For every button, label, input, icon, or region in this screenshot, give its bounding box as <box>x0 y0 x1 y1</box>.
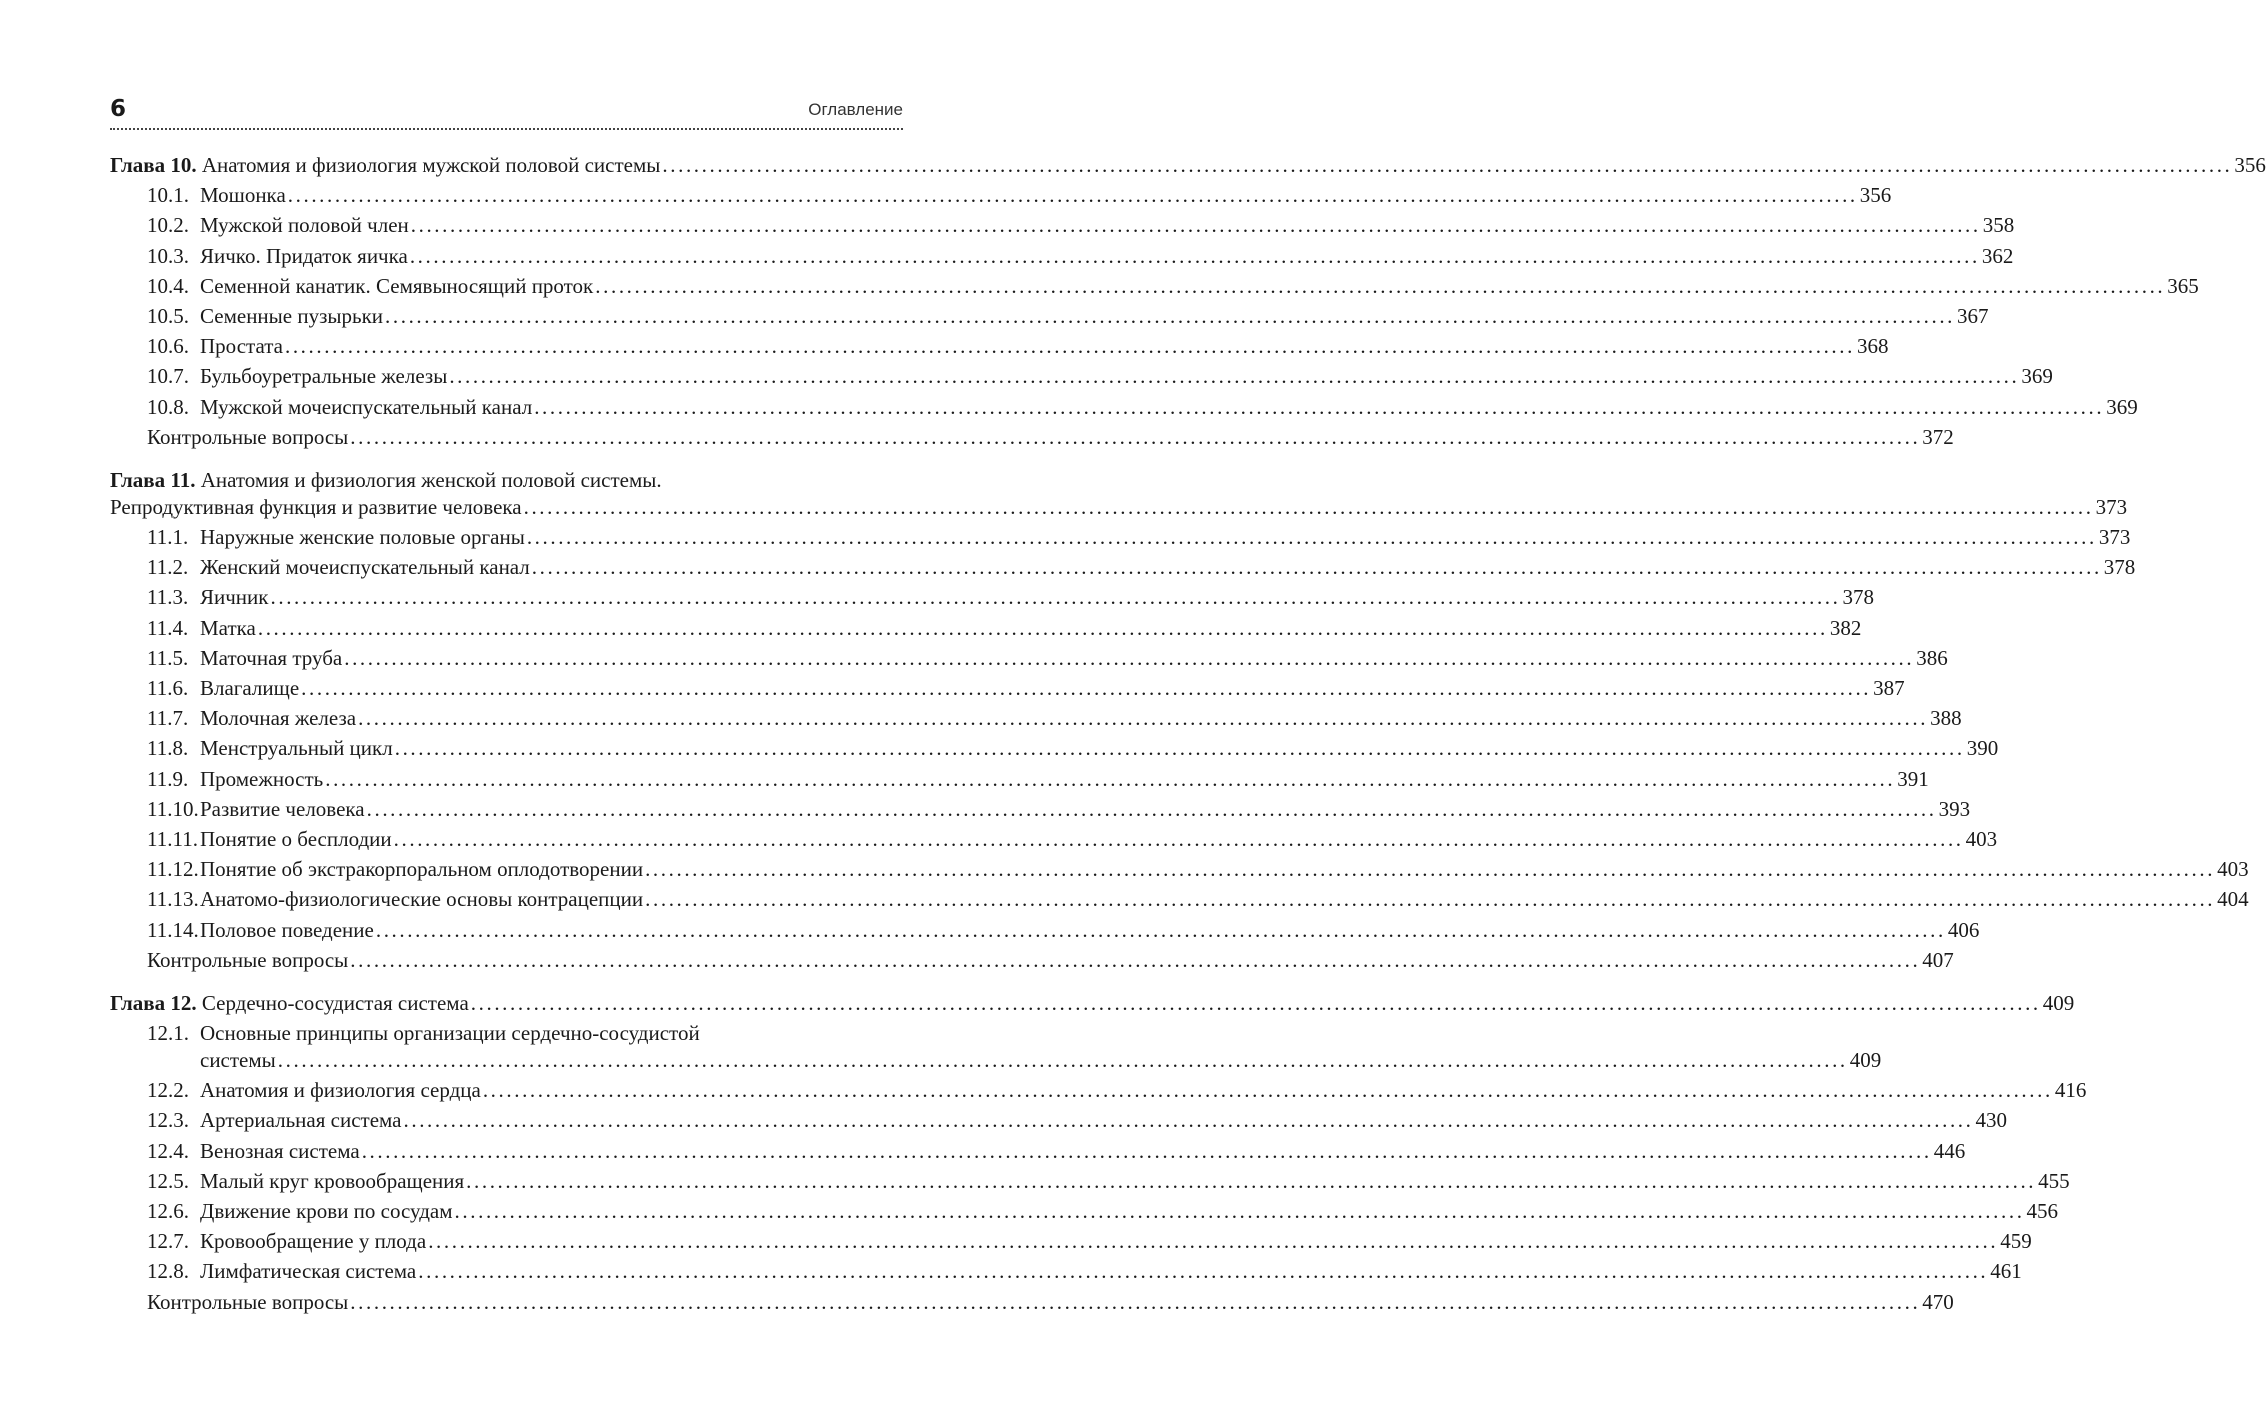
toc-entry[interactable] <box>110 945 1954 975</box>
section-number: 11.1. <box>147 525 189 550</box>
section-number: 12.8. <box>147 1259 189 1284</box>
leader-dots: ........................................................................................................................................................................................................ <box>526 525 2097 550</box>
leader-dots: ........................................................................................................................................................................................................ <box>270 585 1841 610</box>
chapter-title: Анатомия и физиология женской половой системы. <box>200 467 662 492</box>
header-divider <box>110 128 903 130</box>
leader-dots: ........................................................................................................................................................................................................ <box>454 1199 2025 1223</box>
section-title: Анатомо-физиологические основы контрацепции <box>200 887 644 912</box>
section-title: Контрольные вопросы <box>147 1289 349 1314</box>
section-number: 10.6. <box>147 334 189 359</box>
toc-entry[interactable] <box>110 673 1905 703</box>
toc-entry[interactable] <box>110 1196 2059 1226</box>
section-number: 12.6. <box>147 1199 189 1223</box>
page-ref: 358 <box>1982 213 2015 238</box>
section-title: Мужской половой член <box>200 213 409 238</box>
section-title: Понятие об экстракорпоральном оплодотворении <box>200 857 644 882</box>
chapter-label: Глава 12. <box>110 990 197 1015</box>
page-ref: 388 <box>1930 706 1962 731</box>
section-number: 12.2. <box>147 1078 189 1103</box>
page-ref: 407 <box>1922 947 1954 972</box>
table-of-contents <box>110 150 2266 1330</box>
page-ref: 456 <box>2026 1199 2059 1223</box>
toc-entry[interactable] <box>110 1256 2022 1286</box>
page-ref: 403 <box>1965 826 1998 851</box>
section-title: Менструальный цикл <box>200 736 393 761</box>
page-ref: 406 <box>1947 917 1980 942</box>
page-ref: 373 <box>2098 525 2131 550</box>
page-ref: 378 <box>1842 585 1874 610</box>
section-title: Наружные женские половые органы <box>200 525 525 550</box>
section-number: 10.1. <box>147 183 189 208</box>
leader-dots: ........................................................................................................................................................................................................ <box>449 364 2020 389</box>
section-number: 11.12. <box>147 857 199 882</box>
leader-dots: ........................................................................................................................................................................................................ <box>344 645 1915 670</box>
page-ref: 404 <box>2217 887 2249 912</box>
leader-dots: ........................................................................................................................................................................................................ <box>394 736 1965 761</box>
page-ref: 403 <box>2217 857 2249 882</box>
page-ref: 372 <box>1922 424 1954 449</box>
leader-dots: ........................................................................................................................................................................................................ <box>410 213 1981 238</box>
section-title: Движение крови по сосудам <box>200 1199 453 1223</box>
page-ref: 368 <box>1856 334 1889 359</box>
page-ref: 430 <box>1975 1108 2007 1133</box>
leader-dots: ........................................................................................................................................................................................................ <box>523 494 2094 519</box>
leader-dots: ........................................................................................................................................................................................................ <box>366 796 1937 821</box>
section-title: системы <box>200 1048 276 1073</box>
section-title: Бульбоуретральные железы <box>200 364 448 389</box>
toc-entry[interactable] <box>110 733 1999 763</box>
leader-dots: ........................................................................................................................................................................................................ <box>595 273 2166 298</box>
toc-chapter <box>110 988 2087 1317</box>
leader-dots: ........................................................................................................................................................................................................ <box>534 394 2105 419</box>
page-ref: 409 <box>1849 1048 1882 1073</box>
page-ref: 373 <box>2095 494 2128 519</box>
section-number: 10.8. <box>147 394 189 419</box>
leader-dots: ........................................................................................................................................................................................................ <box>350 424 1921 449</box>
section-number: 11.2. <box>147 555 189 580</box>
leader-dots: ........................................................................................................................................................................................................ <box>393 826 1964 851</box>
toc-entry[interactable] <box>110 522 2131 552</box>
chapter-title: Сердечно-сосудистая система <box>201 990 469 1015</box>
toc-entry[interactable] <box>110 392 2138 422</box>
leader-dots: ........................................................................................................................................................................................................ <box>287 183 1858 208</box>
page-ref: 409 <box>2042 990 2075 1015</box>
leader-dots: ........................................................................................................................................................................................................ <box>482 1078 2053 1103</box>
section-number: 11.10. <box>147 796 199 821</box>
section-title: Понятие о бесплодии <box>200 826 392 851</box>
section-title: Половое поведение <box>200 917 374 942</box>
page-ref: 446 <box>1933 1138 1966 1163</box>
leader-dots: ........................................................................................................................................................................................................ <box>428 1229 1999 1254</box>
page-ref: 391 <box>1897 766 1929 791</box>
running-title: Оглавление <box>808 100 903 119</box>
section-title: Семенной канатик. Семявыносящий проток <box>200 273 594 298</box>
page-ref: 365 <box>2167 273 2199 298</box>
section-title: Молочная железа <box>200 706 357 731</box>
toc-entry[interactable] <box>110 1018 903 1045</box>
page-ref: 461 <box>1990 1259 2022 1284</box>
page-ref: 356 <box>2234 153 2266 177</box>
section-number: 12.7. <box>147 1229 189 1254</box>
page-ref: 455 <box>2038 1168 2070 1193</box>
section-number: 11.3. <box>147 585 189 610</box>
leader-dots: ........................................................................................................................................................................................................ <box>645 857 2216 882</box>
toc-entry[interactable] <box>110 582 1874 612</box>
section-title: Промежность <box>200 766 324 791</box>
section-title: Влагалище <box>200 676 300 700</box>
page-ref: 378 <box>2103 555 2136 580</box>
toc-entry[interactable] <box>110 854 2249 884</box>
toc-chapter-row[interactable] <box>110 988 2075 1018</box>
toc-entry[interactable] <box>110 613 1862 643</box>
toc-entry[interactable] <box>110 643 1948 673</box>
page-ref: 393 <box>1938 796 1971 821</box>
leader-dots: ........................................................................................................................................................................................................ <box>361 1138 1932 1163</box>
section-title: Мошонка <box>200 183 286 208</box>
section-title: Венозная система <box>200 1138 360 1163</box>
toc-entry[interactable] <box>110 1287 1954 1317</box>
leader-dots: ........................................................................................................................................................................................................ <box>284 334 1855 359</box>
toc-chapter-row[interactable] <box>110 465 903 492</box>
toc-entry[interactable] <box>110 1166 2070 1196</box>
toc-entry[interactable] <box>110 794 1971 824</box>
section-number: 11.14. <box>147 917 199 942</box>
leader-dots: ........................................................................................................................................................................................................ <box>375 917 1946 942</box>
toc-chapter-row[interactable] <box>110 492 2128 522</box>
section-title: Маточная труба <box>200 645 343 670</box>
toc-entry[interactable] <box>110 552 2136 582</box>
toc-entry[interactable] <box>110 1075 2087 1105</box>
section-title: Женский мочеиспускательный канал <box>200 555 530 580</box>
leader-dots: ........................................................................................................................................................................................................ <box>409 243 1980 268</box>
page-ref: 369 <box>2106 394 2138 419</box>
leader-dots: ........................................................................................................................................................................................................ <box>257 615 1828 640</box>
leader-dots: ........................................................................................................................................................................................................ <box>418 1259 1989 1284</box>
section-number: 10.5. <box>147 303 189 328</box>
section-number: 10.4. <box>147 273 189 298</box>
section-title: Яичник <box>200 585 269 610</box>
leader-dots: ........................................................................................................................................................................................................ <box>350 947 1921 972</box>
toc-entry[interactable] <box>110 1136 1966 1166</box>
leader-dots: ........................................................................................................................................................................................................ <box>531 555 2102 580</box>
section-number: 10.2. <box>147 213 189 238</box>
page-ref: 387 <box>1873 676 1905 700</box>
section-title: Лимфатическая система <box>200 1259 417 1284</box>
chapter-label: Глава 10. <box>110 153 197 177</box>
chapter-title: Репродуктивная функция и развитие человека <box>110 494 522 519</box>
page-ref: 459 <box>2000 1229 2032 1254</box>
toc-entry[interactable] <box>110 764 1929 794</box>
leader-dots: ........................................................................................................................................................................................................ <box>325 766 1896 791</box>
leader-dots: ........................................................................................................................................................................................................ <box>466 1168 2037 1193</box>
section-title: Анатомия и физиология сердца <box>200 1078 481 1103</box>
section-number: 11.8. <box>147 736 189 761</box>
page-ref: 356 <box>1859 183 1892 208</box>
running-header <box>110 96 903 132</box>
toc-entry[interactable] <box>110 915 1980 945</box>
toc-entry[interactable] <box>110 210 2015 240</box>
section-title: Контрольные вопросы <box>147 424 349 449</box>
page-ref: 382 <box>1829 615 1862 640</box>
section-number: 11.7. <box>147 706 189 731</box>
section-number: 11.4. <box>147 615 189 640</box>
leader-dots: ........................................................................................................................................................................................................ <box>301 676 1872 700</box>
section-number: 11.5. <box>147 645 189 670</box>
page-ref: 386 <box>1916 645 1948 670</box>
page-ref: 416 <box>2054 1078 2087 1103</box>
page-ref: 362 <box>1981 243 2014 268</box>
toc-entry[interactable] <box>110 1105 2007 1135</box>
section-number: 10.3. <box>147 243 189 268</box>
section-title: Простата <box>200 334 283 359</box>
leader-dots: ........................................................................................................................................................................................................ <box>470 990 2041 1015</box>
section-title: Мужской мочеиспускательный канал <box>200 394 533 419</box>
toc-entry[interactable] <box>110 824 1998 854</box>
toc-entry[interactable] <box>110 331 1889 361</box>
section-title: Артериальная система <box>200 1108 402 1133</box>
page-ref: 470 <box>1922 1289 1954 1314</box>
toc-entry[interactable] <box>110 180 1892 210</box>
page-number: 6 <box>110 96 127 122</box>
toc-entry[interactable] <box>110 241 2014 271</box>
toc-chapter-row[interactable] <box>110 150 2266 180</box>
toc-entry[interactable] <box>110 1226 2032 1256</box>
chapter-title: Анатомия и физиология мужской половой системы <box>201 153 661 177</box>
section-number: 11.6. <box>147 676 189 700</box>
section-number: 12.5. <box>147 1168 189 1193</box>
toc-entry[interactable] <box>110 361 2053 391</box>
section-number: 10.7. <box>147 364 189 389</box>
section-number: 11.13. <box>147 887 199 912</box>
leader-dots: ........................................................................................................................................................................................................ <box>350 1289 1921 1314</box>
leader-dots: ........................................................................................................................................................................................................ <box>662 153 2233 177</box>
section-title: Семенные пузырьки <box>200 303 384 328</box>
leader-dots: ........................................................................................................................................................................................................ <box>385 303 1956 328</box>
toc-entry[interactable] <box>110 301 1989 331</box>
section-title: Матка <box>200 615 256 640</box>
section-number: 12.4. <box>147 1138 189 1163</box>
toc-chapter <box>110 465 2249 975</box>
page-ref: 390 <box>1966 736 1999 761</box>
section-title: Кровообращение у плода <box>200 1229 427 1254</box>
section-number: 11.9. <box>147 766 189 791</box>
section-title: Основные принципы организации сердечно-сосудистой <box>200 1021 700 1046</box>
page-ref: 367 <box>1957 303 1989 328</box>
page-ref: 369 <box>2021 364 2053 389</box>
toc-entry[interactable] <box>110 271 2199 301</box>
leader-dots: ........................................................................................................................................................................................................ <box>277 1048 1848 1073</box>
section-title: Малый круг кровообращения <box>200 1168 465 1193</box>
toc-entry[interactable] <box>110 884 2249 914</box>
section-title: Контрольные вопросы <box>147 947 349 972</box>
toc-entry[interactable] <box>110 422 1954 452</box>
leader-dots: ........................................................................................................................................................................................................ <box>358 706 1929 731</box>
section-title: Развитие человека <box>200 796 365 821</box>
leader-dots: ........................................................................................................................................................................................................ <box>403 1108 1974 1133</box>
toc-entry[interactable] <box>110 703 1962 733</box>
chapter-label: Глава 11. <box>110 467 196 492</box>
leader-dots: ........................................................................................................................................................................................................ <box>645 887 2216 912</box>
section-number: 12.1. <box>147 1021 189 1046</box>
section-number: 11.11. <box>147 826 198 851</box>
toc-chapter <box>110 150 2266 452</box>
toc-entry[interactable] <box>110 1045 1882 1075</box>
section-number: 12.3. <box>147 1108 189 1133</box>
section-title: Яичко. Придаток яичка <box>200 243 408 268</box>
